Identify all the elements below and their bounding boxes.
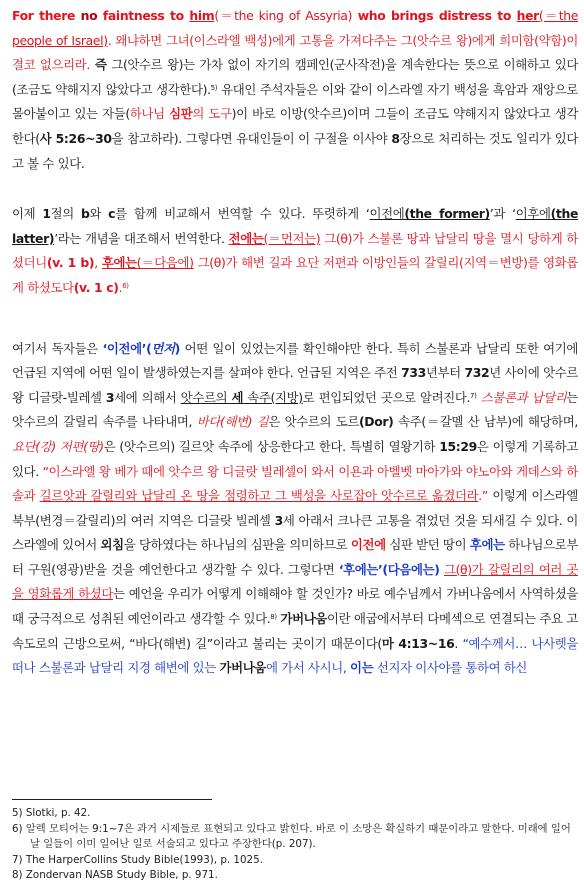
place-capernaum: 가버나움: [219, 660, 266, 676]
scripture-ref: 사 5:26~30: [39, 130, 112, 146]
body-text: 속주: [393, 414, 422, 430]
footnote-ref: 7): [470, 391, 477, 400]
body-text: 절의: [50, 206, 81, 222]
body-text: 이제: [12, 206, 43, 222]
body-text: .: [454, 635, 463, 651]
scripture-ref: 15:29: [439, 438, 477, 454]
body-text: 심판 받던 땅이: [385, 537, 470, 553]
text-emphasis: (Dor): [358, 414, 394, 430]
term-former: ‘이전에’(: [102, 340, 152, 356]
text-emphasis: 즉: [89, 57, 107, 73]
footnote-8: 8) Zondervan NASB Study Bible, p. 971.: [12, 869, 218, 882]
text-emphasis: c: [108, 206, 116, 222]
text-emphasis: 1: [42, 206, 51, 222]
underlined-emphasis: 세: [231, 389, 244, 405]
place-beyond-jordan: 요단(강) 저편(땅): [12, 438, 104, 454]
body-text: )이 바로 이방(앗수르)이며 그들이 조금도 약해지지 않았다고 생각한다(: [12, 106, 578, 146]
highlight-text: 하나님: [129, 106, 170, 122]
body-text: 세에 의해서: [114, 389, 181, 405]
korean-translation: 그(θ)가 스불론 땅과 납달리 땅을 멸시 당하게 하셨더니: [12, 230, 578, 271]
body-text: 는 예언을 우리가 어떻게 이해해야 할 것인가? 바로 예수님께서 가버나움에서 사역하셨을 때 궁극적으로 성취된 예언이라고 생각할 수 있다.: [12, 586, 578, 627]
paragraph-history: [12, 337, 578, 681]
text-emphasis: 외침: [100, 537, 124, 553]
emphasis-no: no: [80, 8, 98, 23]
term-former: ): [174, 340, 180, 356]
footnote-divider: [12, 799, 212, 800]
paragraph-isaiah-translation: [12, 4, 578, 176]
highlight-latter: 후에는: [101, 255, 137, 271]
scripture-quote: 에 가서 사시니,: [265, 660, 351, 676]
korean-translation: .: [118, 279, 123, 295]
body-text: 은 (앗수르의) 길르앗 속주에 상응한다고 한다. 특별히 열왕기하: [103, 438, 440, 454]
gloss-people: (＝the people of Israel): [12, 8, 578, 48]
gloss-king: (＝the king of Assyria): [214, 8, 353, 23]
body-text: 그(앗수르 왕)는 가차 없이 자기의 캠페인(군사작전)을 계속한다는 뜻으로 이해하고 있다(조금도 약해지지 않았다고 생각한다).: [12, 57, 578, 97]
body-text: 은 이렇게 기록하고 있다.: [12, 438, 578, 479]
body-text: 을 참고하라). 그렇다면 유대인들이 이 구절을 이사야: [111, 130, 392, 146]
place-zebulun-naphtali: 스불론과 납달리: [480, 389, 567, 405]
gloss-latter: (＝다음에): [136, 255, 194, 271]
text-emphasis: b: [80, 206, 90, 222]
highlight-latter: 후에는: [469, 537, 505, 553]
footnote-ref: 5): [210, 83, 218, 92]
text-emphasis: 8: [391, 130, 400, 146]
scripture-quote: “이스라엘 왕 베가 때에 앗수르 왕 디글랏 빌레셀이 와서 이욘과 아벨벳 마아가와 야노아와 게데스와 하솔과: [12, 463, 578, 504]
body-text: ’과 ‘: [489, 206, 516, 222]
body-text: 년부터: [425, 365, 465, 381]
term-latter-en: (the latter): [12, 206, 579, 246]
english-quote: For there: [12, 8, 81, 23]
underlined-text: 앗수르의: [180, 389, 232, 405]
verse-ref: (v. 1 b): [46, 255, 95, 271]
emphasis-her: her: [516, 8, 539, 23]
gloss-former: (＝먼저는): [263, 230, 321, 246]
body-text: 로 편입되었던 곳으로 알려진다.: [302, 389, 471, 405]
footnote-ref: 8): [270, 613, 277, 622]
body-text: 유대인 주석자들은 이와 같이 이스라엘 자기 백성을 흑암과 재앙으로 몰아붙이고 있는 자들(: [12, 81, 578, 122]
text-emphasis: 3: [274, 512, 283, 528]
body-text: 어떤 일이 있었는지를 확인해야만 한다. 특히 스불론과 납달리 또한 여기에 언급된 지역에 어떤 일이 발생하였는지를 살펴야 한다. 언급된 지역은 주전: [12, 340, 579, 381]
scripture-quote-emphasis: 이는: [350, 660, 374, 676]
footnote-6: 6) 알렉 모티어는 9:1~7은 과거 시제들로 표현되고 있다고 밝힌다. 바로 이 소망은 확실하기 때문이라고 말한다. 미래에 일어날 일들이 이미 일어난 일로 서술되고 있다고 주장한다(p. 207).: [12, 822, 571, 851]
paragraph-former-latter: [12, 202, 578, 300]
body-text: 은 앗수르의 도르: [268, 414, 359, 430]
scripture-quote: .”: [478, 488, 488, 504]
highlight-judgment: 심판: [169, 106, 193, 122]
body-text: 와: [89, 206, 109, 222]
body-text: 는 앗수르의 갈릴리 속주를 나타내며,: [12, 389, 578, 430]
scripture-quote-underlined: 길르앗과 갈릴리와 납달리 온 땅을 점령하고 그 백성을 사로잡아 앗수르로 옮겼더라: [39, 488, 479, 504]
text-emphasis: 3: [105, 389, 115, 405]
body-text: 이렇게 이스라엘 북부(변경＝갈릴리)의 여러 지역은 디글랏 빌레셀: [12, 488, 579, 528]
term-first: 먼저: [151, 340, 175, 356]
underlined-text: 속주(지방): [243, 389, 303, 405]
highlight-prophecy: 그(θ)가 갈릴리의 여러 곳을 영화롭게 하셨다: [12, 561, 578, 602]
footnote-5: 5) Slotki, p. 42.: [12, 807, 91, 819]
footnotes: [12, 806, 578, 884]
place-capernaum: 가버나움: [280, 611, 328, 627]
year: 732: [464, 365, 490, 381]
body-text: 세 아래서 크나큰 고통을 겪었던 것을 되새길 수 있다. 이스라엘에 있어서: [12, 512, 578, 553]
emphasis-him: him: [189, 8, 215, 23]
scripture-ref: 마 4:13~16: [381, 635, 455, 651]
highlight-text: 의 도구: [192, 106, 232, 122]
korean-translation: . 왜냐하면 그녀(이스라엘 백성)에게 고통을 가져다주는 그(앗수르 왕)에게 희미함(약함)이 결코 없으리라.: [12, 32, 578, 73]
footnote-7: 7) The HarperCollins Study Bible(1993), p. 1025.: [12, 853, 263, 866]
place-way-of-sea: 바다(해변) 길: [196, 414, 269, 430]
body-text: 여기서 독자들은: [12, 340, 103, 356]
scripture-quote: “예수께서… 나사렛을 떠나 스불론과 납달리 지경 해변에 있는: [12, 635, 579, 676]
body-text: 이란 애굽에서부터 다메섹으로 연결되는 주요 고속도로의 근방으로써, “바다(해변) 길”이라고 불리는 곳이기 때문이다(: [12, 611, 578, 651]
english-quote: faintness to: [97, 8, 190, 23]
english-quote: who brings distress to: [352, 8, 517, 23]
scripture-quote: 선지자 이사야를 통하여 하신: [373, 660, 528, 676]
korean-translation: ,: [94, 255, 102, 271]
term-former-en: (the former): [404, 206, 490, 222]
year: 733: [401, 365, 426, 381]
highlight-former: 전에는: [228, 230, 264, 246]
highlight-latter: ‘후에는’(다음에는): [338, 561, 440, 577]
term-latter: 이후에: [515, 206, 551, 222]
highlight-former: 이전에: [350, 537, 386, 553]
body-text: 장으로 처리하는 것도 일리가 있다고 볼 수 있다.: [12, 130, 579, 171]
footnote-ref: 6): [122, 281, 129, 290]
verse-ref: (v. 1 c): [73, 279, 119, 295]
document-body: [12, 4, 578, 681]
term-former: 이전에: [369, 206, 405, 222]
body-text: 을 당하였다는 하나님의 심판을 의미하므로: [123, 537, 351, 553]
body-text: ’라는 개념을 대조해서 번역한다.: [54, 230, 229, 246]
body-text: 하나님으로부터 구원(영광)받을 것을 예언한다고 생각할 수 있다. 그렇다면: [12, 537, 579, 577]
body-text: 년 사이에 앗수르 왕 디글랏-빌레셀: [12, 365, 579, 405]
korean-translation: 그(θ)가 해변 길과 요단 저편과 이방인들의 갈릴리(지역＝변방)를 영화롭게 하셨도다: [12, 255, 578, 295]
body-text: (＝갈멜 산 남부)에 해당하며,: [421, 414, 579, 430]
body-text: 를 함께 비교해서 번역할 수 있다. 뚜렷하게 ‘: [115, 206, 370, 222]
